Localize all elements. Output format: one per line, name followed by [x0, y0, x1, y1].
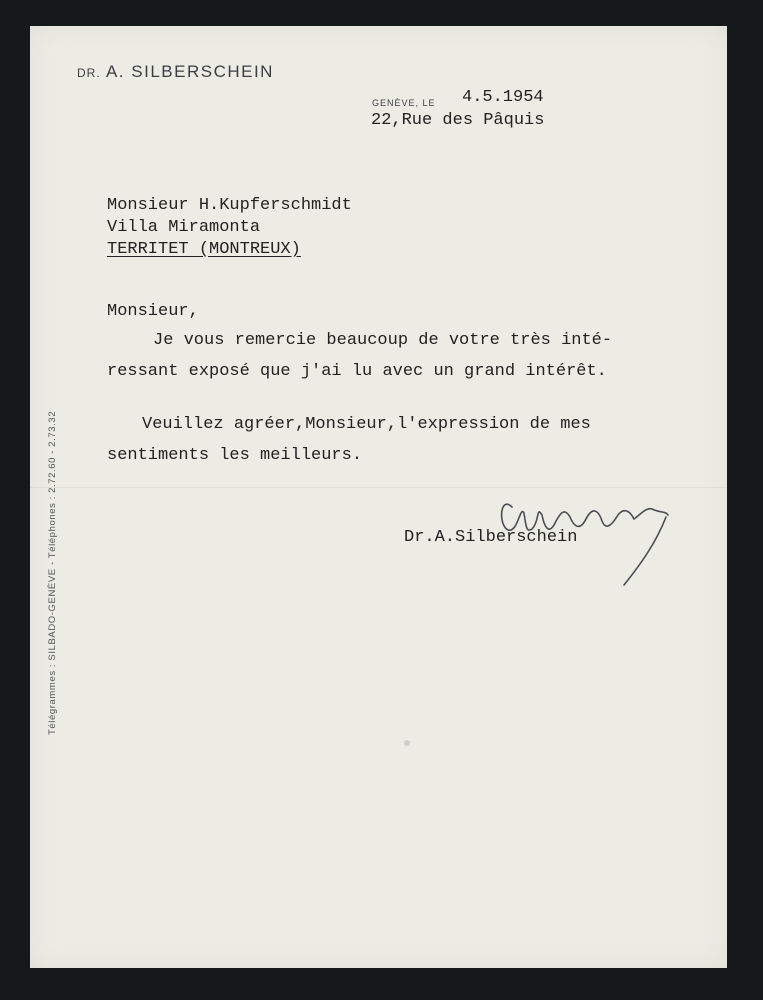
city-label: GENÈVE, LE [372, 98, 436, 108]
contact-sideline: Télégrammes : SILBADO-GENÈVE - Téléphones : 2.72.60 - 2.73.32 [47, 410, 58, 735]
body-line-2: ressant exposé que j'ai lu avec un grand intérêt. [107, 362, 607, 381]
paper-spot [404, 740, 410, 746]
body-line-3: Veuillez agréer,Monsieur,l'expression de mes [142, 415, 591, 434]
letterhead-prefix: DR. [77, 66, 101, 80]
salutation: Monsieur, [107, 302, 199, 321]
recipient-name: Monsieur H.Kupferschmidt [107, 196, 352, 215]
recipient-line2: Villa Miramonta [107, 218, 261, 237]
recipient-line3: TERRITET (MONTREUX) [107, 240, 301, 259]
body-line-1: Je vous remercie beaucoup de votre très inté- [153, 331, 613, 350]
letterhead-name: A. SILBERSCHEIN [105, 62, 274, 81]
street-address: 22,Rue des Pâquis [371, 111, 545, 130]
typed-signature: Dr.A.Silberschein [404, 528, 578, 547]
letter-date: 4.5.1954 [462, 88, 544, 107]
body-line-4: sentiments les meilleurs. [107, 446, 363, 465]
letterhead [77, 62, 274, 82]
